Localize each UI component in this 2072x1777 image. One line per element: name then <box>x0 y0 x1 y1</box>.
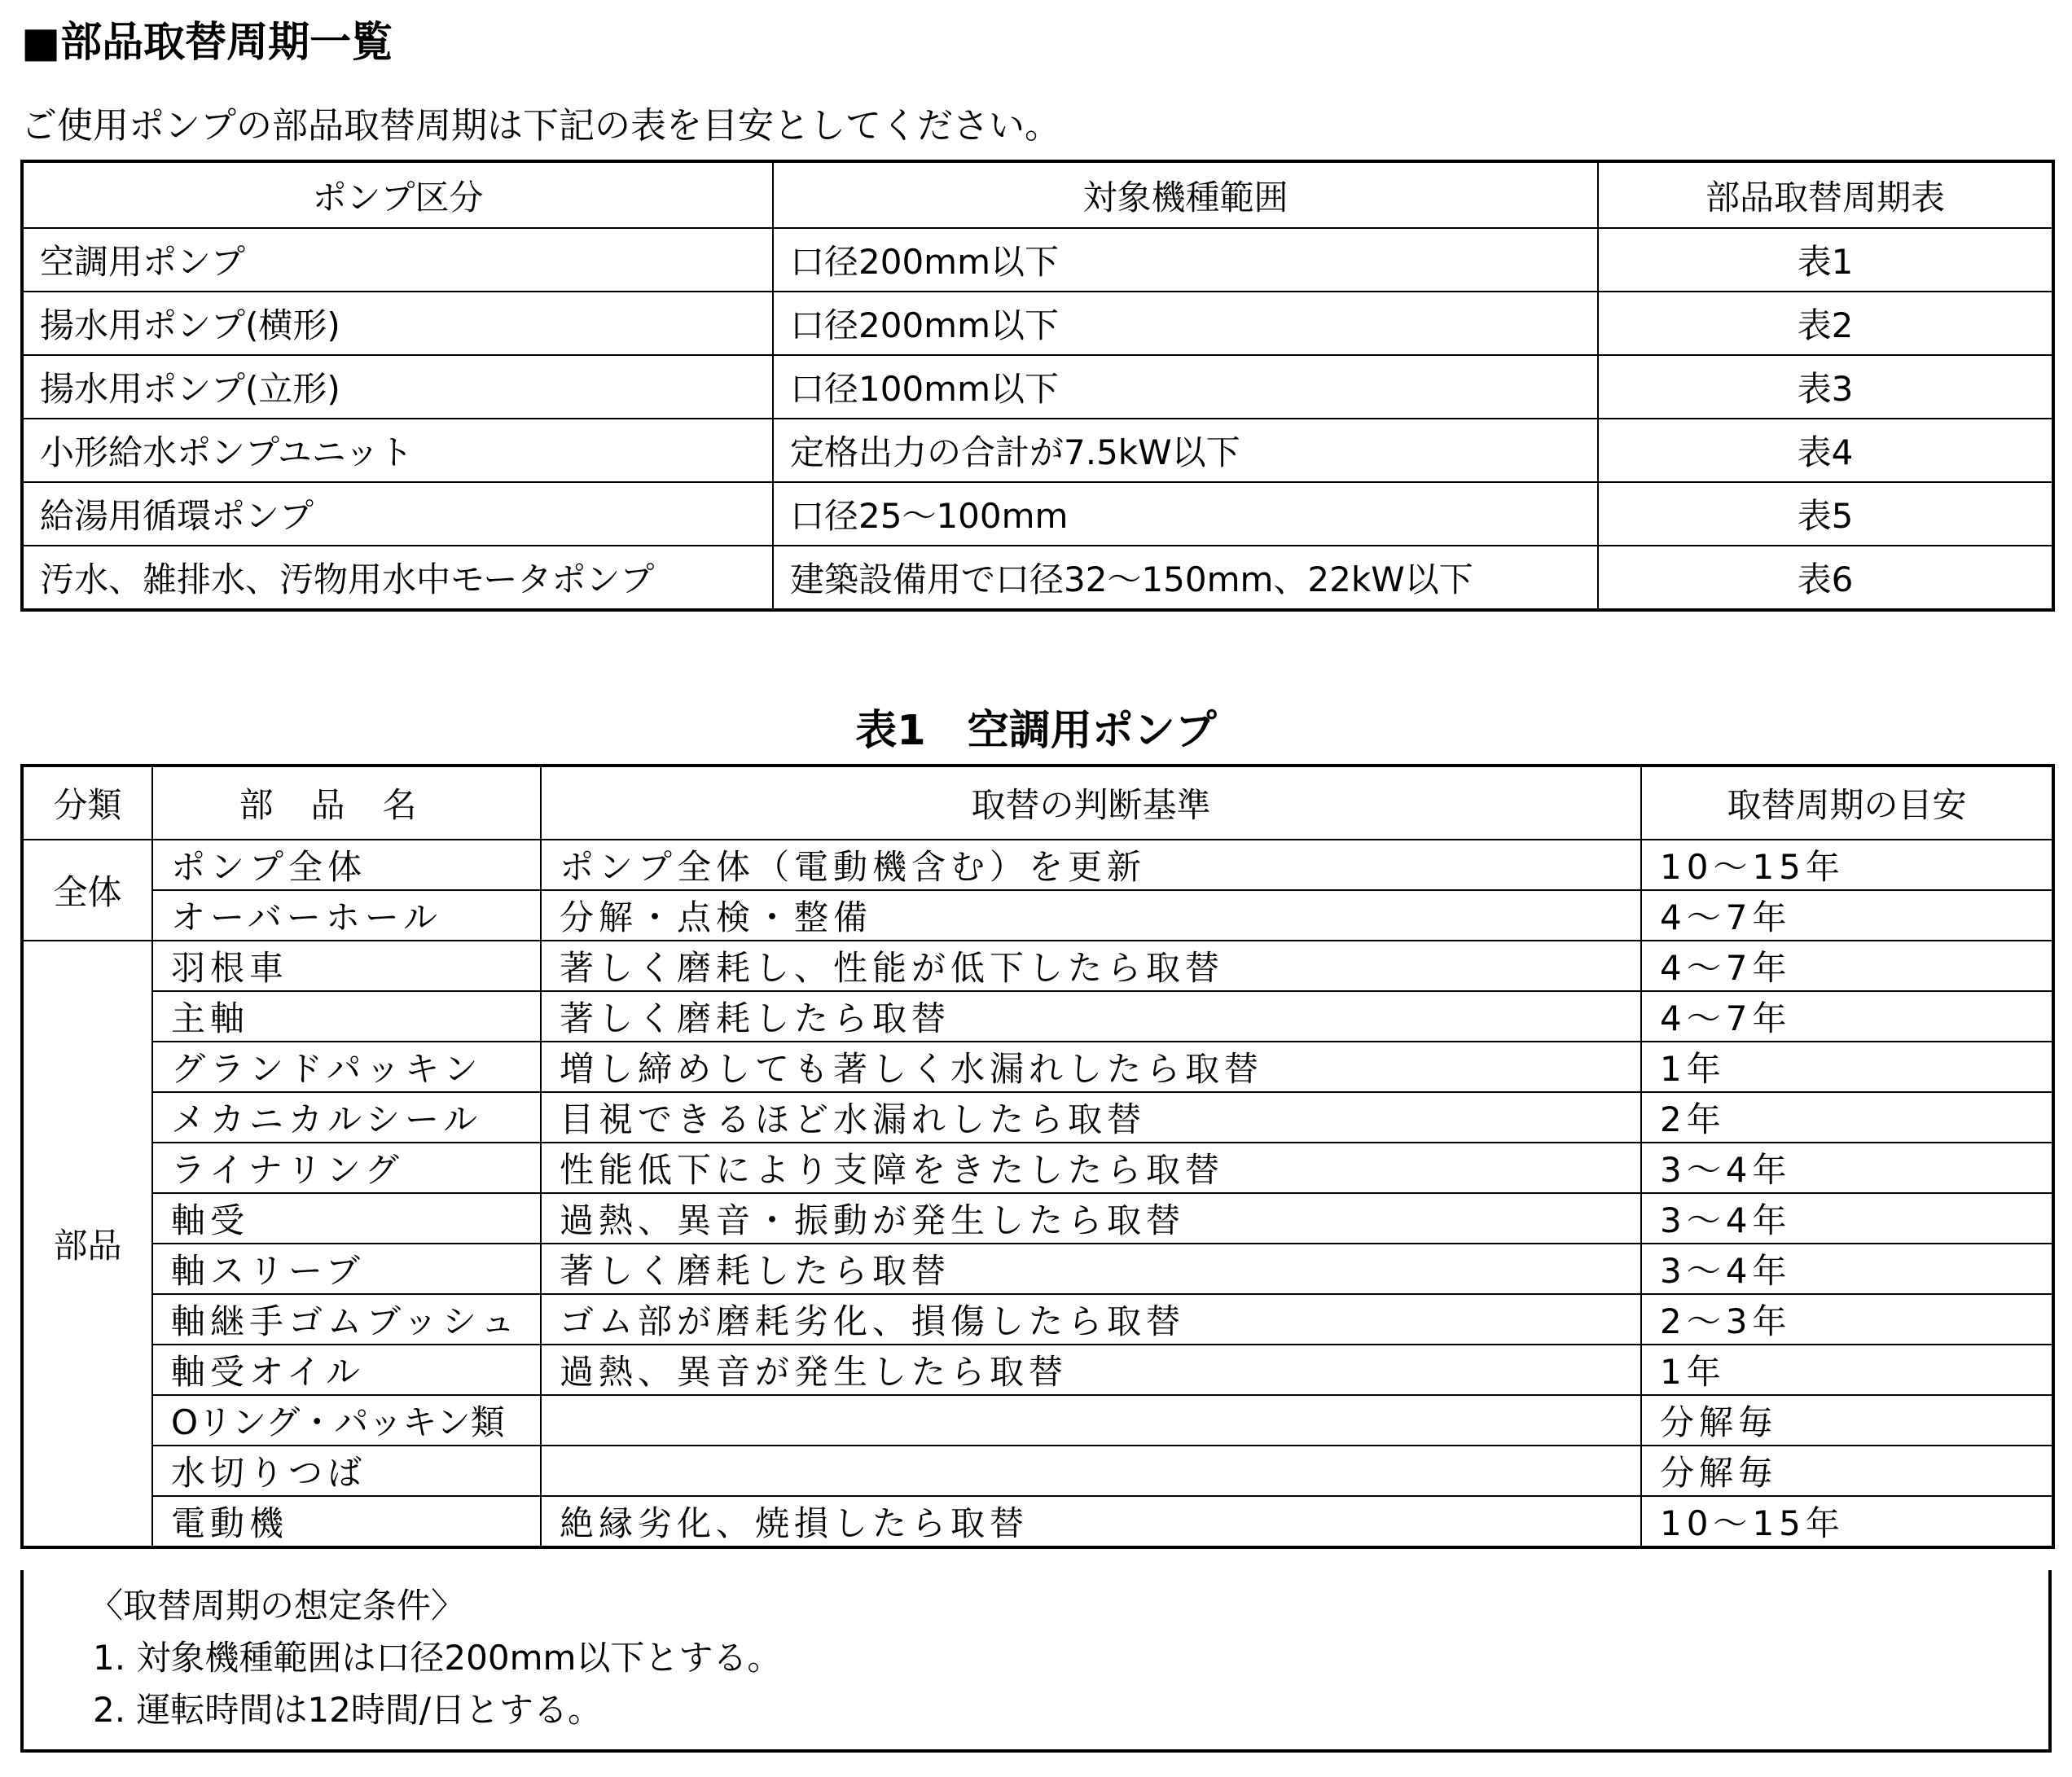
condition-item: 2. 運転時間は12時間/日とする。 <box>93 1690 603 1730</box>
summary-range: 口径25〜100mm <box>773 482 1598 546</box>
table1-header-row <box>22 766 2053 840</box>
summary-category: 揚水用ポンプ(立形) <box>22 355 773 419</box>
summary-category: 汚水、雑排水、汚物用水中モータポンプ <box>22 546 773 610</box>
table1-air-conditioning-pump <box>20 764 2055 1549</box>
table-row <box>22 941 2053 991</box>
replacement-criteria: 過熱、異音・振動が発生したら取替 <box>541 1193 1641 1244</box>
summary-category: 空調用ポンプ <box>22 228 773 292</box>
replacement-interval: 10〜15年 <box>1641 840 2053 890</box>
table-row <box>22 292 2053 355</box>
group-whole: 全体 <box>22 840 152 941</box>
summary-range: 口径200mm以下 <box>773 292 1598 355</box>
assumed-conditions-box <box>20 1570 2052 1753</box>
replacement-criteria: 著しく磨耗したら取替 <box>541 1244 1641 1294</box>
table-row <box>22 1496 2053 1547</box>
table-row <box>22 1244 2053 1294</box>
replacement-interval: 2年 <box>1641 1092 2053 1143</box>
summary-table-ref: 表3 <box>1598 355 2053 419</box>
table-row <box>22 1143 2053 1193</box>
header-category: 分類 <box>22 766 152 840</box>
replacement-interval: 1年 <box>1641 1345 2053 1395</box>
summary-header-category: ポンプ区分 <box>22 161 773 228</box>
part-name: 電動機 <box>152 1496 541 1547</box>
replacement-criteria: ポンプ全体（電動機含む）を更新 <box>541 840 1641 890</box>
table-row <box>22 840 2053 890</box>
header-criteria: 取替の判断基準 <box>541 766 1641 840</box>
summary-table-ref: 表1 <box>1598 228 2053 292</box>
summary-header-range: 対象機種範囲 <box>773 161 1598 228</box>
replacement-interval: 1年 <box>1641 1042 2053 1092</box>
summary-range: 口径200mm以下 <box>773 228 1598 292</box>
replacement-interval: 分解毎 <box>1641 1446 2053 1496</box>
summary-header-table-ref: 部品取替周期表 <box>1598 161 2053 228</box>
table-row <box>22 890 2053 941</box>
replacement-criteria: 著しく磨耗し、性能が低下したら取替 <box>541 941 1641 991</box>
replacement-criteria: 絶縁劣化、焼損したら取替 <box>541 1496 1641 1547</box>
summary-category: 小形給水ポンプユニット <box>22 419 773 482</box>
replacement-interval: 4〜7年 <box>1641 890 2053 941</box>
replacement-interval: 3〜4年 <box>1641 1193 2053 1244</box>
table-row <box>22 991 2053 1042</box>
summary-header-row <box>22 161 2053 228</box>
replacement-criteria: 著しく磨耗したら取替 <box>541 991 1641 1042</box>
part-name: ライナリング <box>152 1143 541 1193</box>
replacement-interval: 分解毎 <box>1641 1395 2053 1446</box>
summary-table-ref: 表4 <box>1598 419 2053 482</box>
table-row <box>22 355 2053 419</box>
table-row <box>22 1042 2053 1092</box>
part-name: 軸スリーブ <box>152 1244 541 1294</box>
intro-text: ご使用ポンプの部品取替周期は下記の表を目安としてください。 <box>21 105 1060 147</box>
replacement-criteria: 性能低下により支障をきたしたら取替 <box>541 1143 1641 1193</box>
summary-table-ref: 表2 <box>1598 292 2053 355</box>
replacement-criteria <box>541 1395 1641 1446</box>
part-name: ポンプ全体 <box>152 840 541 890</box>
summary-range: 口径100mm以下 <box>773 355 1598 419</box>
summary-range: 建築設備用で口径32〜150mm、22kW以下 <box>773 546 1598 610</box>
part-name: メカニカルシール <box>152 1092 541 1143</box>
table-row <box>22 1193 2053 1244</box>
table-row <box>22 1345 2053 1395</box>
part-name: 羽根車 <box>152 941 541 991</box>
replacement-interval: 4〜7年 <box>1641 991 2053 1042</box>
table-row <box>22 419 2053 482</box>
part-name: 主軸 <box>152 991 541 1042</box>
table-row <box>22 1395 2053 1446</box>
part-name: 水切りつば <box>152 1446 541 1496</box>
pump-summary-table <box>20 160 2055 612</box>
conditions-heading: 〈取替周期の想定条件〉 <box>89 1586 466 1626</box>
header-part-name: 部品名 <box>152 766 541 840</box>
summary-range: 定格出力の合計が7.5kW以下 <box>773 419 1598 482</box>
replacement-criteria <box>541 1446 1641 1496</box>
table-row <box>22 228 2053 292</box>
table-row <box>22 482 2053 546</box>
table-row <box>22 546 2053 610</box>
summary-category: 給湯用循環ポンプ <box>22 482 773 546</box>
replacement-criteria: 目視できるほど水漏れしたら取替 <box>541 1092 1641 1143</box>
table-row <box>22 1446 2053 1496</box>
replacement-criteria: 過熱、異音が発生したら取替 <box>541 1345 1641 1395</box>
part-name: 軸受オイル <box>152 1345 541 1395</box>
condition-item: 1. 対象機種範囲は口径200mm以下とする。 <box>93 1638 782 1678</box>
part-name: オーバーホール <box>152 890 541 941</box>
part-name: 軸継手ゴムブッシュ <box>152 1294 541 1345</box>
table-row <box>22 1294 2053 1345</box>
replacement-interval: 3〜4年 <box>1641 1244 2053 1294</box>
summary-category: 揚水用ポンプ(横形) <box>22 292 773 355</box>
summary-table-ref: 表6 <box>1598 546 2053 610</box>
replacement-criteria: 分解・点検・整備 <box>541 890 1641 941</box>
replacement-interval: 3〜4年 <box>1641 1143 2053 1193</box>
page-title: ■部品取替周期一覧 <box>21 19 393 67</box>
replacement-interval: 4〜7年 <box>1641 941 2053 991</box>
header-interval: 取替周期の目安 <box>1641 766 2053 840</box>
table-row <box>22 1092 2053 1143</box>
replacement-interval: 2〜3年 <box>1641 1294 2053 1345</box>
part-name: Oリング・パッキン類 <box>152 1395 541 1446</box>
replacement-criteria: 増し締めしても著しく水漏れしたら取替 <box>541 1042 1641 1092</box>
table1-title: 表1 空調用ポンプ <box>855 707 1217 755</box>
part-name: 軸受 <box>152 1193 541 1244</box>
summary-table-ref: 表5 <box>1598 482 2053 546</box>
replacement-criteria: ゴム部が磨耗劣化、損傷したら取替 <box>541 1294 1641 1345</box>
part-name: グランドパッキン <box>152 1042 541 1092</box>
group-parts: 部品 <box>22 941 152 1547</box>
replacement-interval: 10〜15年 <box>1641 1496 2053 1547</box>
